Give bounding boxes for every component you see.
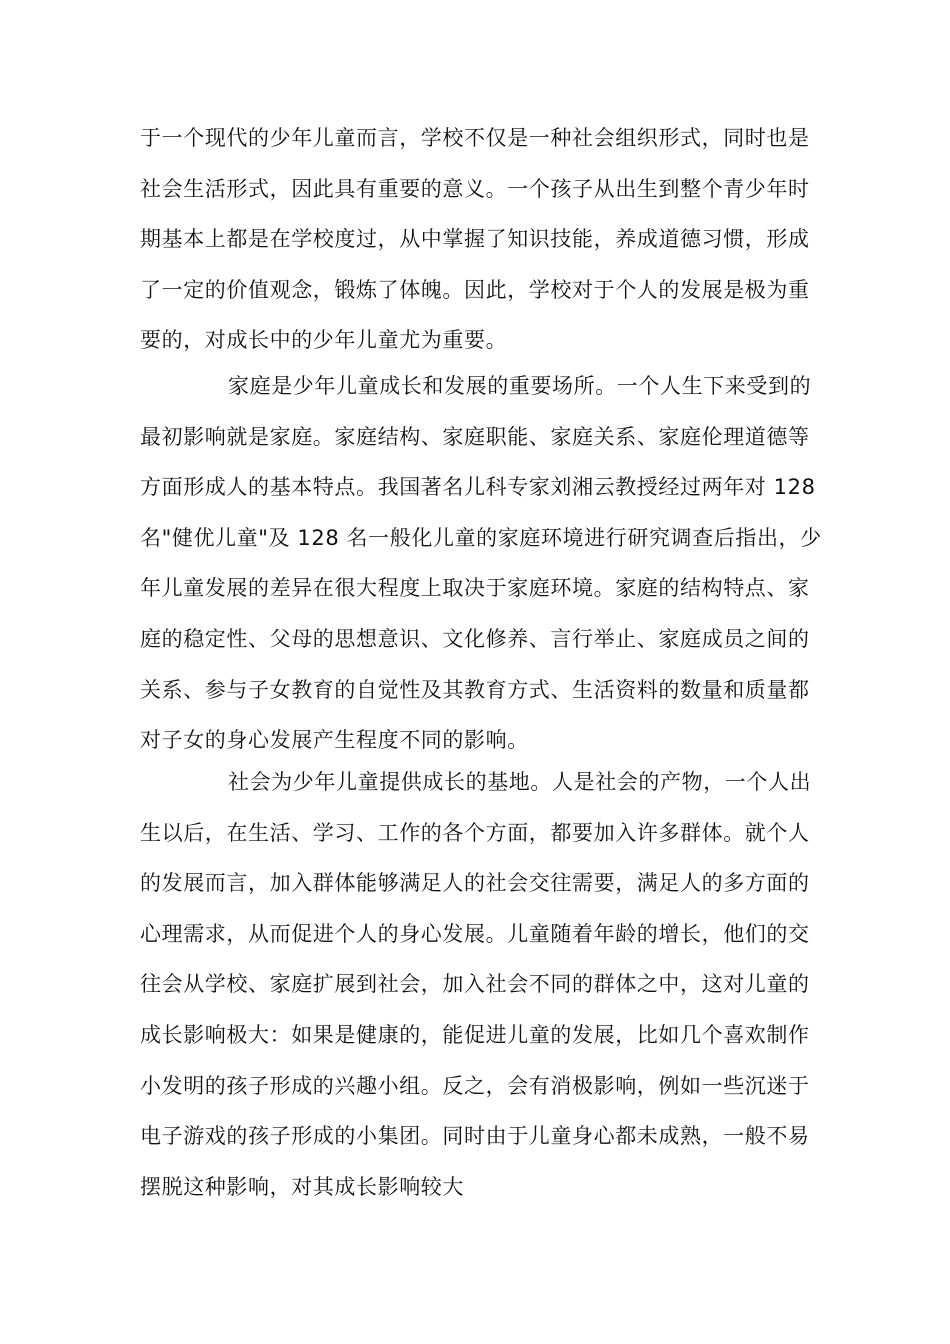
text-line: 关系、参与子女教育的自觉性及其教育方式、生活资料的数量和质量都 (140, 677, 810, 702)
text-line: 往会从学校、家庭扩展到社会，加入社会不同的群体之中，这对儿童的 (140, 972, 810, 997)
text-line: 小发明的孩子形成的兴趣小组。反之，会有消极影响，例如一些沉迷于 (140, 1073, 810, 1098)
paragraph-school (140, 113, 810, 366)
text-line: 的发展而言，加入群体能够满足人的社会交往需要，满足人的多方面的 (140, 871, 810, 896)
text-line: 心理需求，从而促进个人的身心发展。儿童随着年龄的增长，他们的交 (140, 921, 810, 946)
text-line: 家庭是少年儿童成长和发展的重要场所。一个人生下来受到的 (228, 374, 812, 398)
text-line: 庭的稳定性、父母的思想意识、文化修养、言行举止、家庭成员之间的 (140, 626, 810, 651)
paragraph-society (140, 757, 812, 1212)
text-line: 对子女的身心发展产生程度不同的影响。 (140, 728, 529, 753)
text-line: 社会为少年儿童提供成长的基地。人是社会的产物，一个人出 (228, 770, 812, 794)
text-line: 成长影响极大：如果是健康的，能促进儿童的发展，比如几个喜欢制作 (140, 1022, 810, 1047)
text-line: 最初影响就是家庭。家庭结构、家庭职能、家庭关系、家庭伦理道德等 (140, 424, 810, 449)
text-line: 方面形成人的基本特点。我国著名儿科专家刘湘云教授经过两年对 128 (140, 475, 816, 500)
text-line: 电子游戏的孩子形成的小集团。同时由于儿童身心都未成熟，一般不易 (140, 1124, 810, 1149)
text-line: 年儿童发展的差异在很大程度上取决于家庭环境。家庭的结构特点、家 (140, 576, 810, 601)
text-line: 生以后，在生活、学习、工作的各个方面，都要加入许多群体。就个人 (140, 820, 810, 845)
text-line: 期基本上都是在学校度过，从中掌握了知识技能，养成道德习惯，形成 (140, 227, 810, 252)
text-line: 于一个现代的少年儿童而言，学校不仅是一种社会组织形式，同时也是 (140, 126, 810, 150)
text-line: 名"健优儿童"及 128 名一般化儿童的家庭环境进行研究调查后指出，少 (140, 525, 822, 550)
text-line: 了一定的价值观念，锻炼了体魄。因此，学校对于个人的发展是极为重 (140, 277, 810, 302)
paragraph-family (140, 361, 822, 766)
text-line: 社会生活形式，因此具有重要的意义。一个孩子从出生到整个青少年时 (140, 176, 810, 201)
text-line: 摆脱这种影响，对其成长影响较大 (140, 1174, 464, 1199)
text-line: 要的，对成长中的少年儿童尤为重要。 (140, 328, 508, 353)
